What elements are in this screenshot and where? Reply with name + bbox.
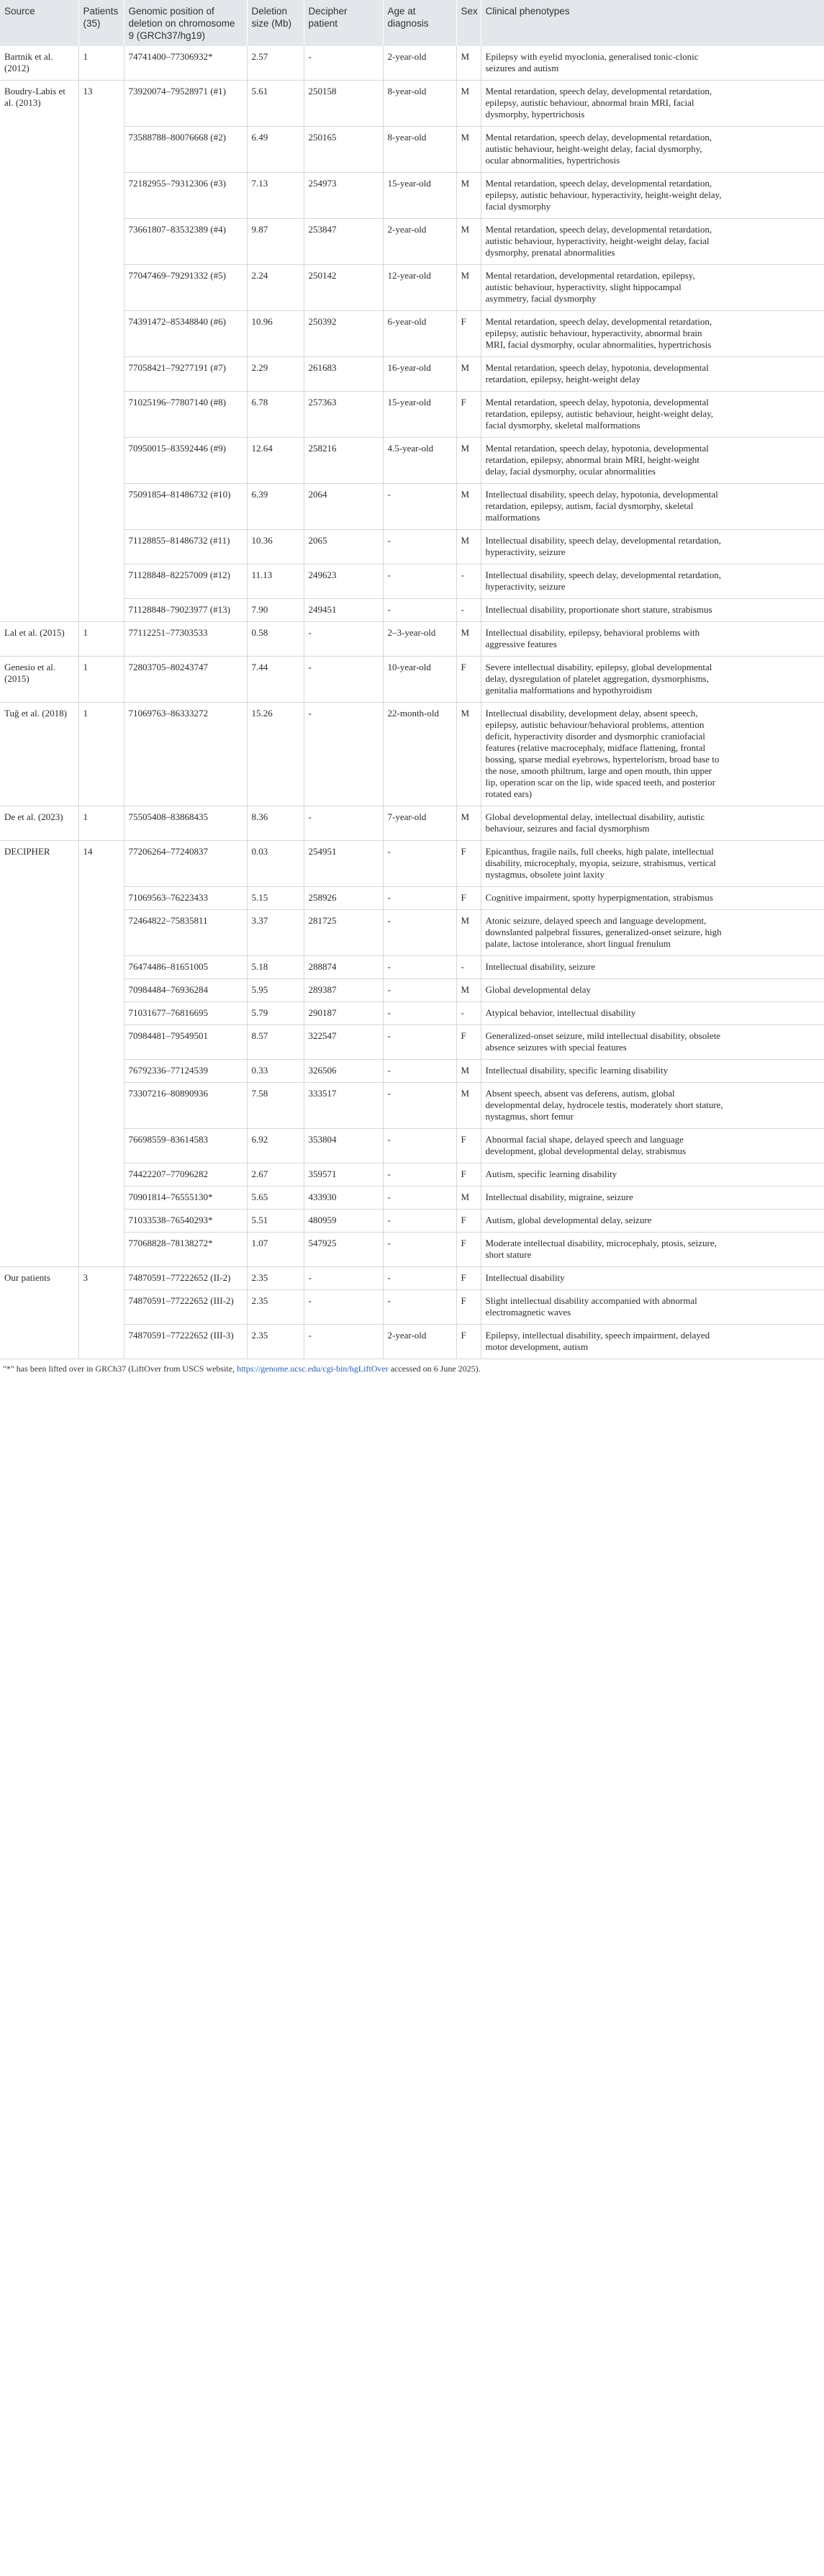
deletion-size-cell: 7.44 [247,657,304,703]
deletion-size-cell: 6.49 [247,127,304,173]
deletion-size-cell: 2.24 [247,265,304,311]
table-row [0,887,824,910]
deletion-size-cell: 2.29 [247,357,304,392]
decipher-patient-cell: 333517 [304,1083,383,1129]
decipher-patient-cell: 288874 [304,956,383,979]
sex-cell: M [456,81,481,127]
sex-cell: F [456,887,481,910]
sex-cell: M [456,127,481,173]
source-cell: Boudry-Labis et al. (2013) [0,81,78,622]
genomic-position-cell: 73588788–80076668 (#2) [124,127,247,173]
table-row [0,530,824,564]
header-source: Source [0,0,78,46]
source-cell: Bartnik et al. (2012) [0,46,78,81]
decipher-patient-cell: 2064 [304,484,383,530]
clinical-phenotypes-cell: Epicanthus, fragile nails, full cheeks, high palate, intellectual disability, microcephaly, myopia, seizure, strabismus, vertical nystagmus, obsolete joint laxity [481,841,824,887]
table-row [0,1186,824,1210]
decipher-patient-cell: 250392 [304,311,383,357]
source-cell: De et al. (2023) [0,806,78,841]
table-row [0,1060,824,1083]
decipher-patient-cell: 254951 [304,841,383,887]
age-at-diagnosis-cell: 2-year-old [383,46,456,81]
age-at-diagnosis-cell: - [383,564,456,599]
table-row [0,357,824,392]
age-at-diagnosis-cell: - [383,1233,456,1267]
table-row [0,1325,824,1359]
sex-cell: M [456,910,481,956]
genomic-position-cell: 77112251–77303533 [124,622,247,657]
header-clinical-phenotypes: Clinical phenotypes [481,0,824,46]
clinical-phenotypes-cell: Intellectual disability, seizure [481,956,824,979]
decipher-patient-cell: 250142 [304,265,383,311]
deletion-size-cell: 11.13 [247,564,304,599]
genomic-position-cell: 77206264–77240837 [124,841,247,887]
patients-cell: 1 [78,806,124,841]
source-cell: Lal et al. (2015) [0,622,78,657]
table-row [0,657,824,703]
clinical-phenotypes-cell: Generalized-onset seizure, mild intellectual disability, obsolete absence seizures with special features [481,1025,824,1060]
genomic-position-cell: 71025196–77807140 (#8) [124,392,247,438]
deletion-size-cell: 0.33 [247,1060,304,1083]
genomic-position-cell: 71069563–76223433 [124,887,247,910]
age-at-diagnosis-cell: - [383,1290,456,1325]
deletion-size-cell: 2.67 [247,1163,304,1186]
source-cell: DECIPHER [0,841,78,1267]
age-at-diagnosis-cell: - [383,841,456,887]
decipher-patient-cell: 281725 [304,910,383,956]
age-at-diagnosis-cell: - [383,599,456,622]
patients-cell: 3 [78,1267,124,1359]
genomic-position-cell: 74422207–77096282 [124,1163,247,1186]
table-body [0,46,824,1359]
header-age: Age at diagnosis [383,0,456,46]
deletion-size-cell: 2.35 [247,1325,304,1359]
sex-cell: F [456,1233,481,1267]
genomic-position-cell: 71128848–82257009 (#12) [124,564,247,599]
genomic-position-cell: 70984484–76936284 [124,979,247,1002]
genomic-position-cell: 77047469–79291332 (#5) [124,265,247,311]
clinical-phenotypes-cell: Mental retardation, speech delay, developmental retardation, epilepsy, autistic behaviour, hyperactivity, height-weight delay, facial dysmorphy [481,173,824,219]
deletion-size-cell: 10.36 [247,530,304,564]
genomic-position-cell: 70950015–83592446 (#9) [124,438,247,484]
sex-cell: M [456,806,481,841]
source-cell: Genesio et al. (2015) [0,657,78,703]
genomic-position-cell: 72464822–75835811 [124,910,247,956]
deletion-size-cell: 5.95 [247,979,304,1002]
genomic-position-cell: 70984481–79549501 [124,1025,247,1060]
clinical-phenotypes-cell: Abnormal facial shape, delayed speech and language development, global developmental delay, strabismus [481,1129,824,1163]
decipher-patient-cell: - [304,657,383,703]
age-at-diagnosis-cell: - [383,956,456,979]
decipher-patient-cell: - [304,46,383,81]
table-row [0,219,824,265]
table-row [0,1163,824,1186]
table-row [0,1210,824,1233]
clinical-phenotypes-cell: Intellectual disability, epilepsy, behavioral problems with aggressive features [481,622,824,657]
age-at-diagnosis-cell: 7-year-old [383,806,456,841]
deletion-size-cell: 9.87 [247,219,304,265]
table-row [0,127,824,173]
age-at-diagnosis-cell: - [383,484,456,530]
genomic-position-cell: 73307216–80890936 [124,1083,247,1129]
deletion-size-cell: 2.35 [247,1267,304,1290]
footnote [0,1359,824,1379]
genomic-position-cell: 73920074–79528971 (#1) [124,81,247,127]
table-row [0,910,824,956]
sex-cell: F [456,1210,481,1233]
table-row [0,173,824,219]
genomic-position-cell: 77068828–78138272* [124,1233,247,1267]
age-at-diagnosis-cell: - [383,530,456,564]
table-row [0,703,824,806]
clinical-phenotypes-cell: Global developmental delay [481,979,824,1002]
genomic-position-cell: 72182955–79312306 (#3) [124,173,247,219]
clinical-phenotypes-cell: Absent speech, absent vas deferens, autism, global developmental delay, hydrocele testis, moderately short stature, nystagmus, short femur [481,1083,824,1129]
table-row [0,1083,824,1129]
decipher-patient-cell: - [304,1267,383,1290]
deletion-size-cell: 8.36 [247,806,304,841]
decipher-patient-cell: 258216 [304,438,383,484]
liftover-link[interactable]: https://genome.ucsc.edu/cgi-bin/hgLiftOver [237,1364,389,1374]
table-row [0,841,824,887]
deletion-size-cell: 0.03 [247,841,304,887]
genomic-position-cell: 76474486–81651005 [124,956,247,979]
sex-cell: M [456,438,481,484]
decipher-patient-cell: 480959 [304,1210,383,1233]
sex-cell: M [456,1186,481,1210]
decipher-patient-cell: 249623 [304,564,383,599]
header-genomic-position: Genomic position of deletion on chromosome 9 (GRCh37/hg19) [124,0,247,46]
decipher-patient-cell: 353804 [304,1129,383,1163]
age-at-diagnosis-cell: 12-year-old [383,265,456,311]
sex-cell: - [456,564,481,599]
sex-cell: M [456,46,481,81]
decipher-patient-cell: 2065 [304,530,383,564]
deletion-size-cell: 2.35 [247,1290,304,1325]
clinical-phenotypes-cell: Severe intellectual disability, epilepsy, global developmental delay, dysregulation of platelet aggregation, dysmorphisms, genitalia malformations and hypothyroidism [481,657,824,703]
patients-cell: 13 [78,81,124,622]
source-cell: Our patients [0,1267,78,1359]
clinical-phenotypes-cell: Slight intellectual disability accompanied with abnormal electromagnetic waves [481,1290,824,1325]
genomic-position-cell: 74391472–85348840 (#6) [124,311,247,357]
decipher-patient-cell: - [304,1290,383,1325]
deletion-size-cell: 5.61 [247,81,304,127]
sex-cell: M [456,357,481,392]
age-at-diagnosis-cell: - [383,979,456,1002]
clinical-phenotypes-cell: Mental retardation, speech delay, developmental retardation, autistic behaviour, hyperactivity, height-weight delay, facial dysmorphy, prenatal abnormalities [481,219,824,265]
genomic-position-cell: 71128855–81486732 (#11) [124,530,247,564]
age-at-diagnosis-cell: - [383,1210,456,1233]
genomic-position-cell: 72803705–80243747 [124,657,247,703]
decipher-patient-cell: 326506 [304,1060,383,1083]
clinical-phenotypes-cell: Epilepsy, intellectual disability, speech impairment, delayed motor development, autism [481,1325,824,1359]
genomic-position-cell: 71033538–76540293* [124,1210,247,1233]
genomic-position-cell: 70901814–76555130* [124,1186,247,1210]
sex-cell: F [456,1163,481,1186]
age-at-diagnosis-cell: 6-year-old [383,311,456,357]
decipher-patient-cell: 249451 [304,599,383,622]
age-at-diagnosis-cell: - [383,1267,456,1290]
genomic-position-cell: 73661807–83532389 (#4) [124,219,247,265]
sex-cell: F [456,1267,481,1290]
patients-cell: 1 [78,657,124,703]
deletion-size-cell: 12.64 [247,438,304,484]
deletion-size-cell: 7.90 [247,599,304,622]
clinical-phenotypes-cell: Autism, specific learning disability [481,1163,824,1186]
deletion-size-cell: 8.57 [247,1025,304,1060]
age-at-diagnosis-cell: 16-year-old [383,357,456,392]
deletion-size-cell: 10.96 [247,311,304,357]
source-cell: Tuğ et al. (2018) [0,703,78,806]
age-at-diagnosis-cell: 15-year-old [383,392,456,438]
header-deletion-size: Deletion size (Mb) [247,0,304,46]
deletion-size-cell: 2.57 [247,46,304,81]
deletion-size-cell: 1.07 [247,1233,304,1267]
age-at-diagnosis-cell: 2-year-old [383,219,456,265]
age-at-diagnosis-cell: - [383,1060,456,1083]
deletion-size-cell: 15.26 [247,703,304,806]
table-row [0,1290,824,1325]
sex-cell: F [456,392,481,438]
table-row [0,1267,824,1290]
clinical-phenotypes-cell: Intellectual disability, speech delay, developmental retardation, hyperactivity, seizure [481,564,824,599]
age-at-diagnosis-cell: 10-year-old [383,657,456,703]
clinical-phenotypes-cell: Intellectual disability, specific learning disability [481,1060,824,1083]
table-row [0,1233,824,1267]
genomic-position-cell: 74870591–77222652 (III-3) [124,1325,247,1359]
decipher-patient-cell: - [304,703,383,806]
genomic-position-cell: 71128848–79023977 (#13) [124,599,247,622]
age-at-diagnosis-cell: 2-year-old [383,1325,456,1359]
decipher-patient-cell: 250158 [304,81,383,127]
table-row [0,484,824,530]
table-row [0,956,824,979]
deletion-size-cell: 3.37 [247,910,304,956]
sex-cell: F [456,657,481,703]
age-at-diagnosis-cell: - [383,1129,456,1163]
table-row [0,81,824,127]
sex-cell: F [456,1325,481,1359]
age-at-diagnosis-cell: - [383,887,456,910]
age-at-diagnosis-cell: 8-year-old [383,127,456,173]
decipher-patient-cell: 289387 [304,979,383,1002]
sex-cell: F [456,1290,481,1325]
table-row [0,46,824,81]
decipher-patient-cell: 547925 [304,1233,383,1267]
sex-cell: F [456,311,481,357]
table-row [0,1129,824,1163]
decipher-patient-cell: 290187 [304,1002,383,1025]
decipher-patient-cell: 322547 [304,1025,383,1060]
decipher-patient-cell: - [304,1325,383,1359]
age-at-diagnosis-cell: - [383,1002,456,1025]
deletion-size-cell: 6.39 [247,484,304,530]
decipher-patient-cell: 254973 [304,173,383,219]
deletion-size-cell: 5.65 [247,1186,304,1210]
clinical-phenotypes-cell: Intellectual disability, migraine, seizure [481,1186,824,1210]
sex-cell: F [456,1129,481,1163]
patients-cell: 14 [78,841,124,1267]
deletion-size-cell: 5.18 [247,956,304,979]
table-row [0,1025,824,1060]
sex-cell: M [456,622,481,657]
genomic-position-cell: 75505408–83868435 [124,806,247,841]
table-row [0,979,824,1002]
genomic-position-cell: 76792336–77124539 [124,1060,247,1083]
age-at-diagnosis-cell: 15-year-old [383,173,456,219]
age-at-diagnosis-cell: - [383,1025,456,1060]
clinical-phenotypes-cell: Mental retardation, speech delay, hypotonia, developmental retardation, epilepsy, abnormal brain MRI, height-weight delay, facial dysmorphy, ocular abnormalities [481,438,824,484]
clinical-phenotypes-cell: Mental retardation, speech delay, developmental retardation, epilepsy, autistic behaviour, hyperactivity, abnormal brain MRI, facial dysmorphy, ocular abnormalities, hypertrichosis [481,311,824,357]
age-at-diagnosis-cell: 8-year-old [383,81,456,127]
sex-cell: - [456,956,481,979]
clinical-phenotypes-cell: Global developmental delay, intellectual disability, autistic behaviour, seizures and facial dysmorphism [481,806,824,841]
clinical-phenotypes-cell: Mental retardation, speech delay, hypotonia, developmental retardation, epilepsy, autistic behaviour, height-weight delay, facial dysmorphy, skeletal malformations [481,392,824,438]
clinical-phenotypes-cell: Mental retardation, speech delay, developmental retardation, epilepsy, autistic behaviour, abnormal brain MRI, facial dysmorphy, hypertrichosis [481,81,824,127]
sex-cell: F [456,841,481,887]
table-header [0,0,824,46]
clinical-phenotypes-cell: Intellectual disability, proportionate short stature, strabismus [481,599,824,622]
header-row [0,0,824,46]
table-row [0,265,824,311]
sex-cell: M [456,979,481,1002]
patients-cell: 1 [78,622,124,657]
clinical-phenotypes-cell: Moderate intellectual disability, microcephaly, ptosis, seizure, short stature [481,1233,824,1267]
age-at-diagnosis-cell: 4.5-year-old [383,438,456,484]
table-row [0,392,824,438]
footnote-text: "*" has been lifted over in GRCh37 (LiftOver from USCS website, [3,1364,237,1374]
decipher-patient-cell: 250165 [304,127,383,173]
sex-cell: M [456,265,481,311]
table-row [0,564,824,599]
decipher-patient-cell: 253847 [304,219,383,265]
sex-cell: M [456,703,481,806]
sex-cell: M [456,1083,481,1129]
sex-cell: M [456,173,481,219]
clinical-phenotypes-cell: Epilepsy with eyelid myoclonia, generalised tonic-clonic seizures and autism [481,46,824,81]
patients-cell: 1 [78,703,124,806]
clinical-phenotypes-cell: Mental retardation, speech delay, hypotonia, developmental retardation, epilepsy, height-weight delay [481,357,824,392]
deletion-size-cell: 6.92 [247,1129,304,1163]
header-decipher-patient: Decipher patient [304,0,383,46]
clinical-phenotypes-cell: Intellectual disability, speech delay, developmental retardation, hyperactivity, seizure [481,530,824,564]
genomic-position-cell: 71031677–76816695 [124,1002,247,1025]
age-at-diagnosis-cell: - [383,1163,456,1186]
sex-cell: - [456,599,481,622]
deletion-size-cell: 7.13 [247,173,304,219]
decipher-patient-cell: 359571 [304,1163,383,1186]
footnote-suffix: accessed on 6 June 2025). [388,1364,481,1374]
decipher-patient-cell: - [304,806,383,841]
table-row [0,438,824,484]
sex-cell: M [456,219,481,265]
decipher-patient-cell: 257363 [304,392,383,438]
clinical-phenotypes-cell: Autism, global developmental delay, seizure [481,1210,824,1233]
clinical-phenotypes-cell: Atonic seizure, delayed speech and language development, downslanted palpebral fissures, generalized-onset seizure, high palate, lactose intolerance, short lingual frenulum [481,910,824,956]
genomic-position-cell: 77058421–79277191 (#7) [124,357,247,392]
genomic-position-cell: 74870591–77222652 (III-2) [124,1290,247,1325]
genomic-position-cell: 75091854–81486732 (#10) [124,484,247,530]
decipher-patient-cell: 433930 [304,1186,383,1210]
genomic-position-cell: 74870591–77222652 (II-2) [124,1267,247,1290]
age-at-diagnosis-cell: - [383,1083,456,1129]
age-at-diagnosis-cell: - [383,1186,456,1210]
deletion-size-cell: 5.15 [247,887,304,910]
age-at-diagnosis-cell: 2–3-year-old [383,622,456,657]
deletion-size-cell: 7.58 [247,1083,304,1129]
genomic-position-cell: 76698559–83614583 [124,1129,247,1163]
decipher-patient-cell: 261683 [304,357,383,392]
genomic-position-cell: 74741400–77306932* [124,46,247,81]
table-row [0,599,824,622]
clinical-phenotypes-cell: Atypical behavior, intellectual disability [481,1002,824,1025]
age-at-diagnosis-cell: 22-month-old [383,703,456,806]
sex-cell: - [456,1002,481,1025]
table-row [0,311,824,357]
clinical-phenotypes-cell: Intellectual disability, development delay, absent speech, epilepsy, autistic behaviour/behavioral problems, attention deficit, hyperactivity disorder and dysmorphic craniofacial features (relative macrocephaly, midface flattening, frontal bossing, sparse medial eyebrows, hypertelorism, broad base to the nose, smooth philtrum, large and open mouth, thin upper lip, operation scar on the lip, wide spaced teeth, and posterior rotated ears) [481,703,824,806]
clinical-phenotypes-cell: Cognitive impairment, spotty hyperpigmentation, strabismus [481,887,824,910]
sex-cell: M [456,484,481,530]
sex-cell: M [456,530,481,564]
table-row [0,806,824,841]
age-at-diagnosis-cell: - [383,910,456,956]
clinical-phenotypes-cell: Intellectual disability, speech delay, hypotonia, developmental retardation, epilepsy, autism, facial dysmorphy, skeletal malformations [481,484,824,530]
table-row [0,1002,824,1025]
clinical-phenotypes-cell: Mental retardation, developmental retardation, epilepsy, autistic behaviour, hyperactivity, slight hippocampal asymmetry, facial dysmorphy [481,265,824,311]
clinical-phenotypes-cell: Mental retardation, speech delay, developmental retardation, autistic behaviour, height-weight delay, facial dysmorphy, ocular abnormalities, hypertrichosis [481,127,824,173]
sex-cell: F [456,1025,481,1060]
deletion-size-cell: 0.58 [247,622,304,657]
deletion-size-cell: 6.78 [247,392,304,438]
table-row [0,622,824,657]
decipher-patient-cell: - [304,622,383,657]
decipher-patient-cell: 258926 [304,887,383,910]
sex-cell: M [456,1060,481,1083]
patients-cell: 1 [78,46,124,81]
clinical-phenotypes-cell: Intellectual disability [481,1267,824,1290]
header-patients: Patients (35) [78,0,124,46]
genomic-position-cell: 71069763–86333272 [124,703,247,806]
deletion-size-cell: 5.79 [247,1002,304,1025]
deletion-size-cell: 5.51 [247,1210,304,1233]
header-sex: Sex [456,0,481,46]
